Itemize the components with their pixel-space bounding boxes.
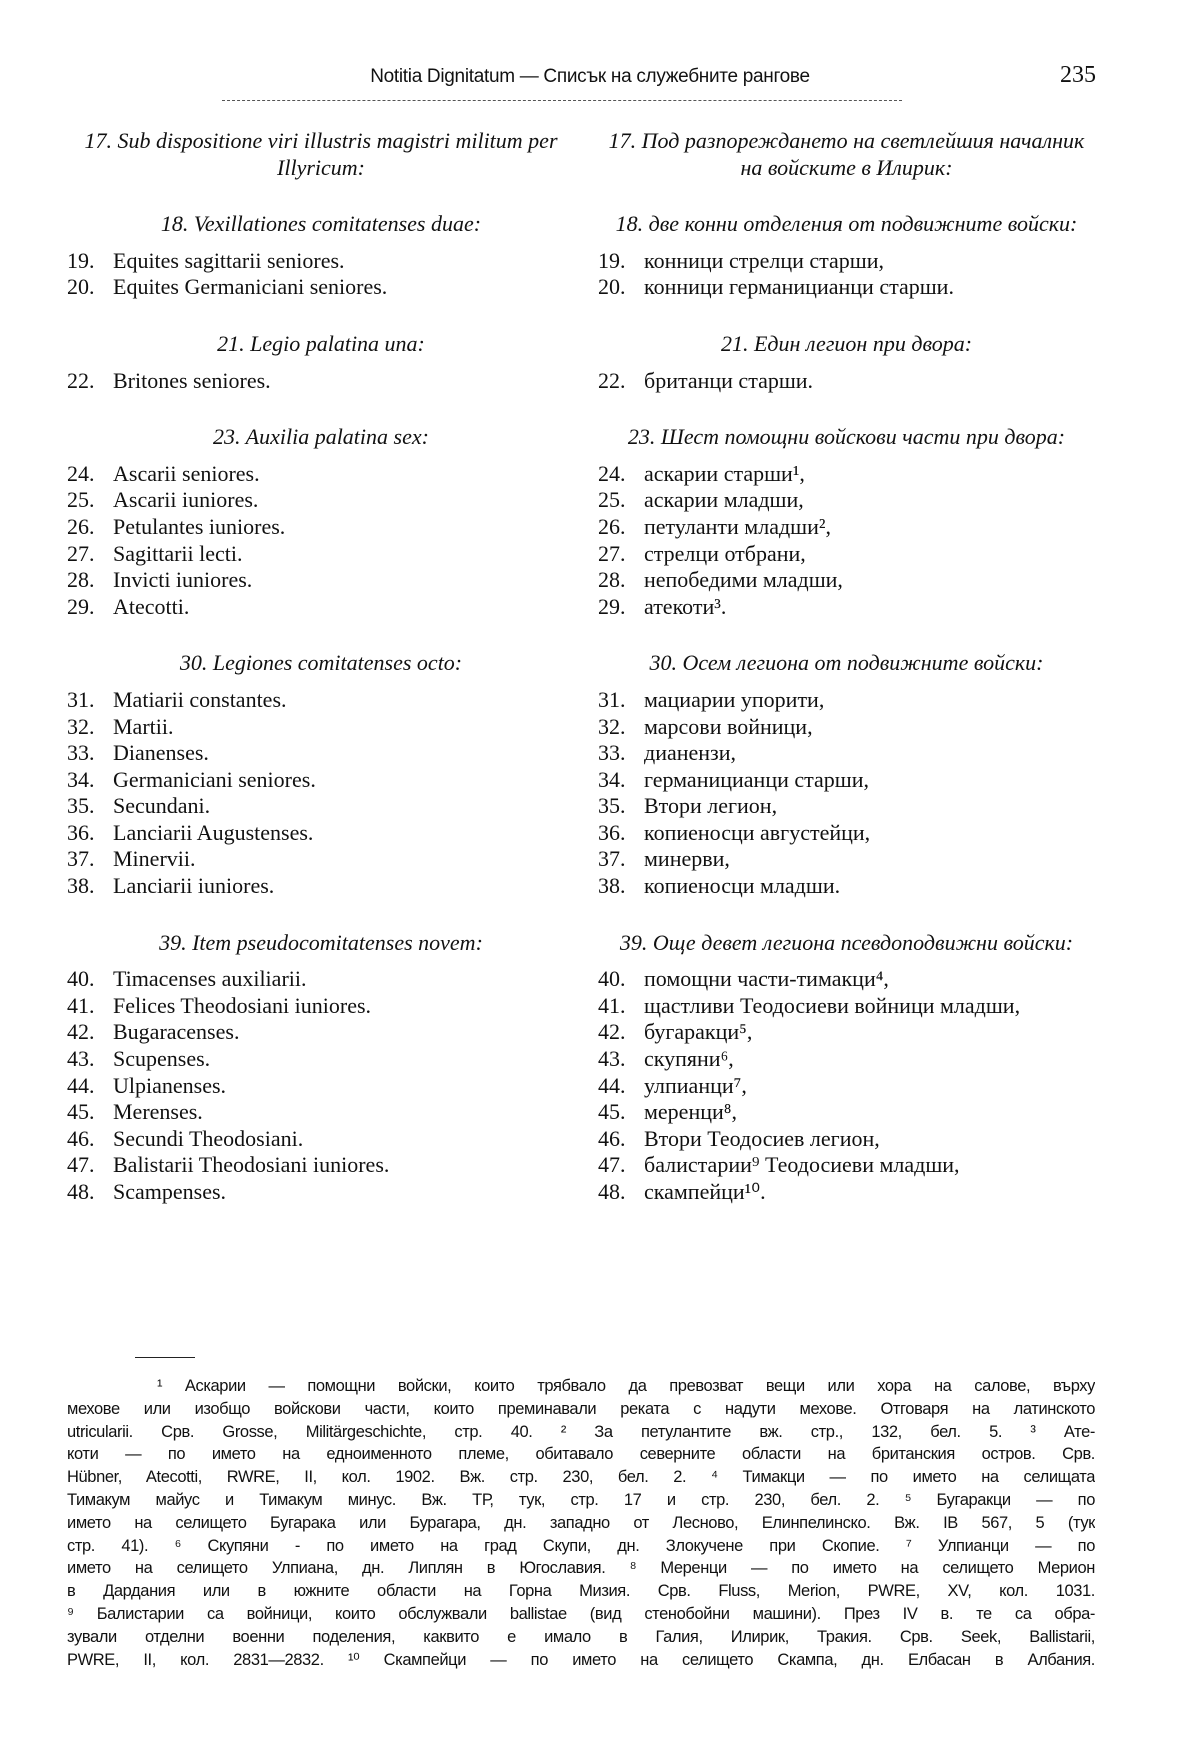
- item-text: Secundi Theodosiani.: [113, 1125, 304, 1151]
- item-text: Sagittarii lecti.: [113, 540, 243, 566]
- list-item: [598, 820, 1095, 847]
- list-item: [598, 687, 1095, 714]
- section-number: 18.: [160, 211, 189, 237]
- item-text: Втори легион,: [644, 793, 778, 819]
- item-text: Scupenses.: [113, 1046, 211, 1072]
- item-number: 43.: [598, 1046, 626, 1072]
- item-number: 20.: [67, 274, 95, 300]
- item-number: 31.: [598, 686, 626, 712]
- list-item: [598, 993, 1095, 1020]
- item-text: Ascarii seniores.: [113, 460, 260, 486]
- list-item: [598, 1179, 1095, 1206]
- footnote-line: зували отделни военни поделения, каквито е имало в Галия, Илирик, Тракия. Срв. Seek, Ballistarii,: [67, 1627, 1095, 1646]
- list-item: [67, 993, 575, 1020]
- item-text: минерви,: [644, 846, 730, 872]
- section-heading: [598, 650, 1095, 677]
- section-title: Под разпореждането на светлейшия началник на войските в Илирик:: [641, 128, 1085, 180]
- item-text: конници германицианци старши.: [644, 274, 954, 300]
- item-text: Dianenses.: [113, 740, 209, 766]
- section-title: Един легион при двора:: [753, 330, 973, 356]
- list-item: [67, 1073, 575, 1100]
- list-item: [67, 541, 575, 568]
- item-number: 44.: [598, 1072, 626, 1098]
- item-text: Invicti iuniores.: [113, 567, 253, 593]
- list-item: [67, 1152, 575, 1179]
- list-item: [598, 714, 1095, 741]
- item-text: Equites Germaniciani seniores.: [113, 274, 388, 300]
- item-number: 41.: [598, 992, 626, 1018]
- item-number: 41.: [67, 992, 95, 1018]
- list-item: [67, 873, 575, 900]
- list-item: [598, 1152, 1095, 1179]
- list-item: [67, 368, 575, 395]
- item-number: 40.: [67, 966, 95, 992]
- item-text: скампейци¹⁰.: [644, 1179, 766, 1204]
- footnote-rule: [135, 1357, 195, 1358]
- section-title: Осем легиона от подвижните войски:: [682, 650, 1044, 676]
- section-heading: [598, 211, 1095, 238]
- item-text: Atecotti.: [113, 593, 190, 619]
- section-title: Vexillationes comitatenses duae:: [193, 211, 482, 237]
- item-text: меренци⁸,: [644, 1099, 737, 1125]
- item-number: 42.: [598, 1019, 626, 1045]
- section-number: 23.: [627, 424, 656, 450]
- list-item: [67, 793, 575, 820]
- item-text: балистарии⁹ Теодосиеви младши,: [644, 1152, 960, 1178]
- section-heading: [67, 211, 575, 238]
- item-number: 33.: [598, 740, 626, 766]
- footnote-line: Hübner, Atecotti, RWRE, II, кол. 1902. Вж. стр. 230, бел. 2. ⁴ Тимакци — по името на селищата: [67, 1468, 1095, 1487]
- list-item: [67, 248, 575, 275]
- section-number: 21.: [217, 330, 245, 356]
- item-number: 34.: [598, 766, 626, 792]
- section-title: две конни отделения от подвижните войски:: [648, 211, 1078, 237]
- item-number: 47.: [598, 1152, 626, 1178]
- item-text: Minervii.: [113, 846, 196, 872]
- item-text: Balistarii Theodosiani iuniores.: [113, 1152, 390, 1178]
- item-text: Equites sagittarii seniores.: [113, 247, 345, 273]
- item-number: 48.: [598, 1179, 626, 1204]
- item-number: 31.: [67, 686, 95, 712]
- item-number: 46.: [67, 1125, 95, 1151]
- item-number: 40.: [598, 966, 626, 992]
- running-header: Notitia Dignitatum — Списък на служебните рангове: [370, 66, 810, 87]
- list-item: [598, 274, 1095, 301]
- list-item: [598, 1019, 1095, 1046]
- section-number: 39.: [159, 929, 187, 955]
- footnotes: [67, 1375, 1095, 1671]
- item-text: атекоти³.: [644, 593, 727, 619]
- item-number: 38.: [67, 873, 95, 899]
- item-text: Lanciarii Augustenses.: [113, 819, 314, 845]
- section-number: 17.: [608, 128, 637, 153]
- list-item: [598, 567, 1095, 594]
- item-number: 22.: [598, 367, 626, 393]
- list-item: [598, 1099, 1095, 1126]
- section-heading: [67, 930, 575, 957]
- item-number: 27.: [598, 540, 626, 566]
- section-title: Legiones comitatenses octo:: [212, 650, 463, 676]
- latin-column: [67, 128, 575, 1206]
- item-text: копиеносци августейци,: [644, 819, 871, 845]
- header-rule: [222, 100, 902, 101]
- item-text: скупяни⁶,: [644, 1046, 734, 1072]
- list-item: [598, 1073, 1095, 1100]
- list-item: [598, 1046, 1095, 1073]
- item-number: 47.: [67, 1152, 95, 1178]
- item-number: 29.: [67, 593, 95, 619]
- item-text: аскарии старши¹,: [644, 460, 805, 486]
- item-text: Germaniciani seniores.: [113, 766, 316, 792]
- item-number: 36.: [67, 819, 95, 845]
- item-text: Matiarii constantes.: [113, 686, 287, 712]
- item-text: Lanciarii iuniores.: [113, 873, 275, 899]
- item-text: непобедими младши,: [644, 567, 843, 593]
- item-number: 26.: [598, 513, 626, 539]
- section-title: Legio palatina una:: [250, 330, 425, 356]
- section-title: Auxilia palatina sex:: [245, 424, 429, 450]
- list-item: [598, 966, 1095, 993]
- list-item: [67, 740, 575, 767]
- item-text: Scampenses.: [113, 1179, 227, 1204]
- item-number: 20.: [598, 274, 626, 300]
- item-number: 33.: [67, 740, 95, 766]
- list-item: [598, 793, 1095, 820]
- footnote-line: името на селището Бугарака или Бурагара, дн. западно от Лесново, Елинпелинско. Вж. IB 567, 5 (тук: [67, 1513, 1095, 1532]
- item-text: Ulpianenses.: [113, 1072, 227, 1098]
- list-item: [598, 541, 1095, 568]
- list-item: [67, 820, 575, 847]
- item-number: 24.: [598, 460, 626, 486]
- item-text: Secundani.: [113, 793, 211, 819]
- list-item: [598, 1126, 1095, 1153]
- footnote-line: името на селището Улпиана, дн. Липлян в Югославия. ⁸ Меренци — по името на селището Мерион: [67, 1559, 1095, 1578]
- item-text: щастливи Теодосиеви войници младши,: [644, 992, 1021, 1018]
- footnote-line: ¹ Аскарии — помощни войски, които трябвало да превозват вещи или хора на салове, върху: [157, 1377, 1095, 1395]
- list-item: [67, 1099, 575, 1126]
- item-number: 37.: [598, 846, 626, 872]
- item-text: Merenses.: [113, 1099, 203, 1125]
- item-number: 28.: [598, 567, 626, 593]
- item-text: конници стрелци старши,: [644, 247, 885, 273]
- section-title: Още девет легиона псевдоподвижни войски:: [652, 929, 1074, 955]
- list-item: [598, 487, 1095, 514]
- item-text: бугаракци⁵,: [644, 1019, 753, 1045]
- section-heading: [67, 424, 575, 451]
- item-text: Britones seniores.: [113, 367, 271, 393]
- item-text: улпианци⁷,: [644, 1072, 747, 1098]
- item-text: германицианци старши,: [644, 766, 870, 792]
- item-number: 35.: [67, 793, 95, 819]
- item-number: 32.: [67, 713, 95, 739]
- item-number: 44.: [67, 1072, 95, 1098]
- section-heading: [67, 128, 575, 181]
- item-number: 22.: [67, 367, 95, 393]
- item-number: 45.: [598, 1099, 626, 1125]
- item-number: 43.: [67, 1046, 95, 1072]
- footnote-line: в Дардания или в южните области на Горна Мизия. Срв. Fluss, Merion, PWRE, XV, кол. 1031.: [67, 1582, 1095, 1601]
- list-item: [67, 1179, 575, 1206]
- list-item: [67, 1046, 575, 1073]
- bulgarian-column: [598, 128, 1095, 1206]
- list-item: [67, 274, 575, 301]
- item-number: 34.: [67, 766, 95, 792]
- item-number: 28.: [67, 567, 95, 593]
- item-number: 29.: [598, 593, 626, 619]
- item-text: Bugaracenses.: [113, 1019, 240, 1045]
- item-number: 25.: [67, 487, 95, 513]
- list-item: [598, 740, 1095, 767]
- list-item: [598, 873, 1095, 900]
- list-item: [598, 248, 1095, 275]
- section-number: 23.: [213, 424, 241, 450]
- item-text: петуланти младши²,: [644, 513, 831, 539]
- item-number: 38.: [598, 873, 626, 899]
- item-number: 24.: [67, 460, 95, 486]
- footnote-line: Тимакум майус и Тимакум минус. Вж. ТР, тук, стр. 17 и стр. 230, бел. 2. ⁵ Бугаракци — по: [67, 1490, 1095, 1509]
- section-heading: [67, 650, 575, 677]
- list-item: [67, 594, 575, 621]
- list-item: [598, 514, 1095, 541]
- section-heading: [598, 424, 1095, 451]
- footnote-line: utricularii. Срв. Grosse, Militärgeschichte, стр. 40. ² За петулантите вж. стр., 132, бел. 5. ³ Ате-: [67, 1422, 1095, 1441]
- item-number: 42.: [67, 1019, 95, 1045]
- item-text: британци старши.: [644, 367, 814, 393]
- item-number: 19.: [598, 247, 626, 273]
- item-text: Martii.: [113, 713, 174, 739]
- item-text: аскарии младши,: [644, 487, 804, 513]
- list-item: [67, 687, 575, 714]
- list-item: [67, 514, 575, 541]
- item-text: марсови войници,: [644, 713, 813, 739]
- item-number: 37.: [67, 846, 95, 872]
- footnote-line: ⁹ Балистарии са войници, които обслужвали ballistae (вид стенобойни машини). През IV в. те са обра-: [67, 1604, 1095, 1623]
- section-number: 30.: [649, 650, 677, 676]
- list-item: [67, 1019, 575, 1046]
- section-number: 21.: [720, 330, 749, 356]
- section-heading: [598, 331, 1095, 358]
- item-text: Timacenses auxiliarii.: [113, 966, 307, 992]
- list-item: [67, 461, 575, 488]
- item-number: 27.: [67, 540, 95, 566]
- item-text: Petulantes iuniores.: [113, 513, 286, 539]
- section-title: Sub dispositione viri illustris magistri militum per Illyricum:: [117, 128, 558, 180]
- list-item: [598, 846, 1095, 873]
- section-heading: [67, 331, 575, 358]
- item-number: 19.: [67, 247, 95, 273]
- list-item: [67, 767, 575, 794]
- list-item: [598, 368, 1095, 395]
- item-text: стрелци отбрани,: [644, 540, 806, 566]
- item-number: 45.: [67, 1099, 95, 1125]
- list-item: [598, 594, 1095, 621]
- item-number: 48.: [67, 1179, 95, 1204]
- list-item: [67, 487, 575, 514]
- item-text: копиеносци младши.: [644, 873, 841, 899]
- section-number: 18.: [615, 211, 644, 237]
- item-number: 35.: [598, 793, 626, 819]
- list-item: [598, 461, 1095, 488]
- item-number: 25.: [598, 487, 626, 513]
- section-title: Item pseudocomitatenses novem:: [192, 929, 483, 955]
- item-text: помощни части-тимакци⁴,: [644, 966, 889, 992]
- section-heading: [598, 930, 1095, 957]
- footnote-line: PWRE, II, кол. 2831—2832. ¹⁰ Скампейци — по името на селището Скампа, дн. Елбасан в Албания.: [67, 1650, 1095, 1669]
- item-text: Втори Теодосиев легион,: [644, 1125, 880, 1151]
- footnote-line: коти — по името на едноименното племе, обитавало северните области на британския остров. Срв.: [67, 1445, 1095, 1464]
- list-item: [67, 714, 575, 741]
- footnote-line: стр. 41). ⁶ Скупяни - по името на град Скупи, дн. Злокучене при Скопие. ⁷ Улпианци — по: [67, 1536, 1095, 1555]
- item-number: 26.: [67, 513, 95, 539]
- item-text: Felices Theodosiani iuniores.: [113, 992, 372, 1018]
- list-item: [67, 1126, 575, 1153]
- section-number: 17.: [84, 128, 112, 153]
- item-text: Ascarii iuniores.: [113, 487, 259, 513]
- list-item: [598, 767, 1095, 794]
- item-number: 32.: [598, 713, 626, 739]
- list-item: [67, 966, 575, 993]
- list-item: [67, 846, 575, 873]
- footnote-line: мехове или изобщо войскови части, които преминавали реката с надути мехове. Отговаря на латинското: [67, 1399, 1095, 1418]
- section-number: 30.: [179, 650, 208, 676]
- section-heading: [598, 128, 1095, 181]
- item-text: дианензи,: [644, 740, 737, 766]
- item-number: 46.: [598, 1125, 626, 1151]
- item-text: мациарии упорити,: [644, 686, 825, 712]
- page-number: 235: [1060, 62, 1096, 88]
- section-title: Шест помощни войскови части при двора:: [660, 424, 1066, 450]
- item-number: 36.: [598, 819, 626, 845]
- list-item: [67, 567, 575, 594]
- section-number: 39.: [619, 929, 648, 955]
